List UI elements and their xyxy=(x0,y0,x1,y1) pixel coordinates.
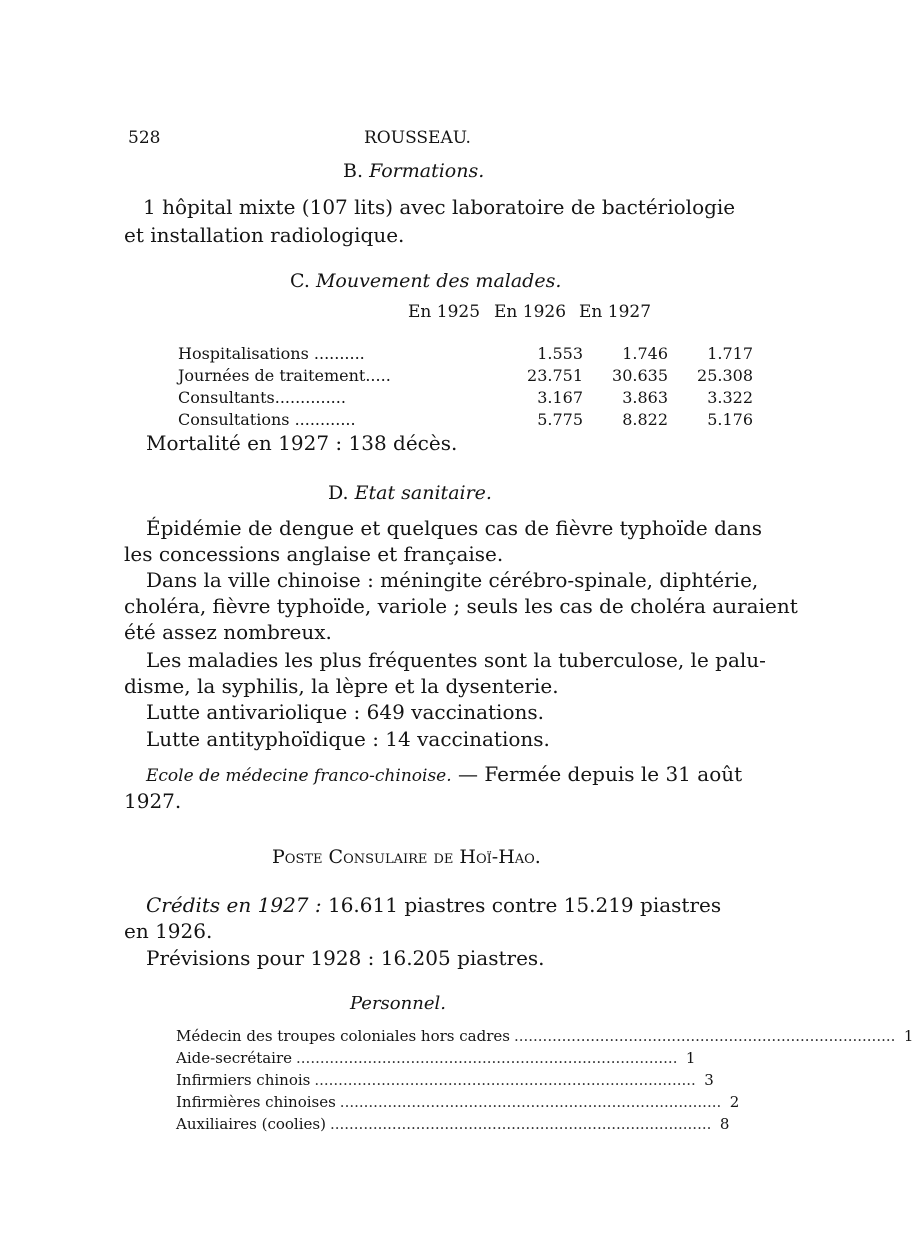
credits-text: 16.611 piastres contre 15.219 piastres xyxy=(321,893,722,917)
paragraph-line: Dans la ville chinoise : méningite cérébro-spinale, diphtérie, xyxy=(146,568,759,592)
previsions-line: Prévisions pour 1928 : 16.205 piastres. xyxy=(146,946,545,970)
row-label: Consultations ............ xyxy=(178,410,356,429)
school-year: 1927. xyxy=(124,789,182,813)
section-c-title: Mouvement des malades. xyxy=(315,270,562,292)
list-item xyxy=(176,1049,696,1071)
list-item xyxy=(176,1115,730,1137)
row-label: Journées de traitement..... xyxy=(178,366,391,385)
paragraph-line: été assez nombreux. xyxy=(124,620,332,644)
list-item xyxy=(176,1027,913,1049)
cell-1925: 1.553 xyxy=(537,344,583,363)
section-b-heading xyxy=(343,160,484,182)
page-number: 528 xyxy=(128,128,161,148)
paragraph-line: disme, la syphilis, la lèpre et la dysenterie. xyxy=(124,674,559,698)
row-label: Hospitalisations .......... xyxy=(178,344,365,363)
table-row xyxy=(178,366,753,388)
cell-1926: 1.746 xyxy=(622,344,668,363)
leader-dots: ................................................................................ xyxy=(339,1093,722,1111)
personnel-count: 2 xyxy=(729,1093,740,1111)
row-label: Consultants.............. xyxy=(178,388,346,407)
credits-label: Crédits en 1927 : xyxy=(146,893,322,917)
section-d-title: Etat sanitaire. xyxy=(354,482,492,504)
section-c-heading xyxy=(290,270,561,292)
table-row xyxy=(178,388,753,410)
cell-1927: 1.717 xyxy=(707,344,753,363)
personnel-count: 1 xyxy=(903,1027,913,1045)
paragraph-line: les concessions anglaise et française. xyxy=(124,542,504,566)
mortality-line: Mortalité en 1927 : 138 décès. xyxy=(146,431,458,455)
paragraph-line: Épidémie de dengue et quelques cas de fièvre typhoïde dans xyxy=(146,516,762,540)
school-line xyxy=(146,762,786,786)
school-text: — Fermée depuis le 31 août xyxy=(451,762,743,786)
cell-1926: 8.822 xyxy=(622,410,668,429)
credits-line xyxy=(146,893,786,917)
running-title: ROUSSEAU. xyxy=(364,128,471,148)
leader-dots: ................................................................................ xyxy=(314,1071,696,1089)
cell-1925: 23.751 xyxy=(527,366,583,385)
credits-line2: en 1926. xyxy=(124,919,213,943)
cell-1927: 3.322 xyxy=(707,388,753,407)
leader-dots: ................................................................................ xyxy=(329,1115,712,1133)
column-header-1927: En 1927 xyxy=(579,302,652,322)
cell-1925: 3.167 xyxy=(537,388,583,407)
column-header-1926: En 1926 xyxy=(494,302,567,322)
section-d-heading xyxy=(328,482,492,504)
leader-dots: ................................................................................ xyxy=(296,1049,678,1067)
leader-dots: ................................................................................ xyxy=(513,1027,896,1045)
cell-1926: 30.635 xyxy=(612,366,668,385)
paragraph-line: choléra, fièvre typhoïde, variole ; seuls les cas de choléra auraient xyxy=(124,594,798,618)
cell-1926: 3.863 xyxy=(622,388,668,407)
list-item xyxy=(176,1071,714,1093)
personnel-label: Auxiliaires (coolies) xyxy=(176,1115,326,1133)
column-header-1925: En 1925 xyxy=(408,302,481,322)
section-b-line2: et installation radiologique. xyxy=(124,223,405,247)
personnel-count: 8 xyxy=(719,1115,730,1133)
paragraph-line: Les maladies les plus fréquentes sont la tuberculose, le palu- xyxy=(146,648,766,672)
personnel-heading: Personnel. xyxy=(350,993,446,1014)
personnel-label: Médecin des troupes coloniales hors cadres xyxy=(176,1027,510,1045)
cell-1925: 5.775 xyxy=(537,410,583,429)
paragraph-line: Lutte antityphoïdique : 14 vaccinations. xyxy=(146,727,550,751)
school-label: Ecole de médecine franco-chinoise. xyxy=(146,766,452,786)
cell-1927: 25.308 xyxy=(697,366,753,385)
list-item xyxy=(176,1093,740,1115)
section-d-letter: D. xyxy=(328,482,349,504)
poste-title: Poste Consulaire de Hoï-Hao. xyxy=(272,846,541,868)
section-b-title: Formations. xyxy=(369,160,485,182)
paragraph-line: Lutte antivariolique : 649 vaccinations. xyxy=(146,700,544,724)
personnel-count: 1 xyxy=(685,1049,696,1067)
personnel-label: Infirmiers chinois xyxy=(176,1071,311,1089)
section-b-line1: 1 hôpital mixte (107 lits) avec laboratoire de bactériologie xyxy=(143,195,736,219)
personnel-label: Aide-secrétaire xyxy=(176,1049,293,1067)
table-row xyxy=(178,344,753,366)
personnel-label: Infirmières chinoises xyxy=(176,1093,336,1111)
section-b-letter: B. xyxy=(343,160,364,182)
cell-1927: 5.176 xyxy=(707,410,753,429)
section-c-letter: C. xyxy=(290,270,310,292)
personnel-count: 3 xyxy=(704,1071,714,1089)
table-row xyxy=(178,410,753,432)
